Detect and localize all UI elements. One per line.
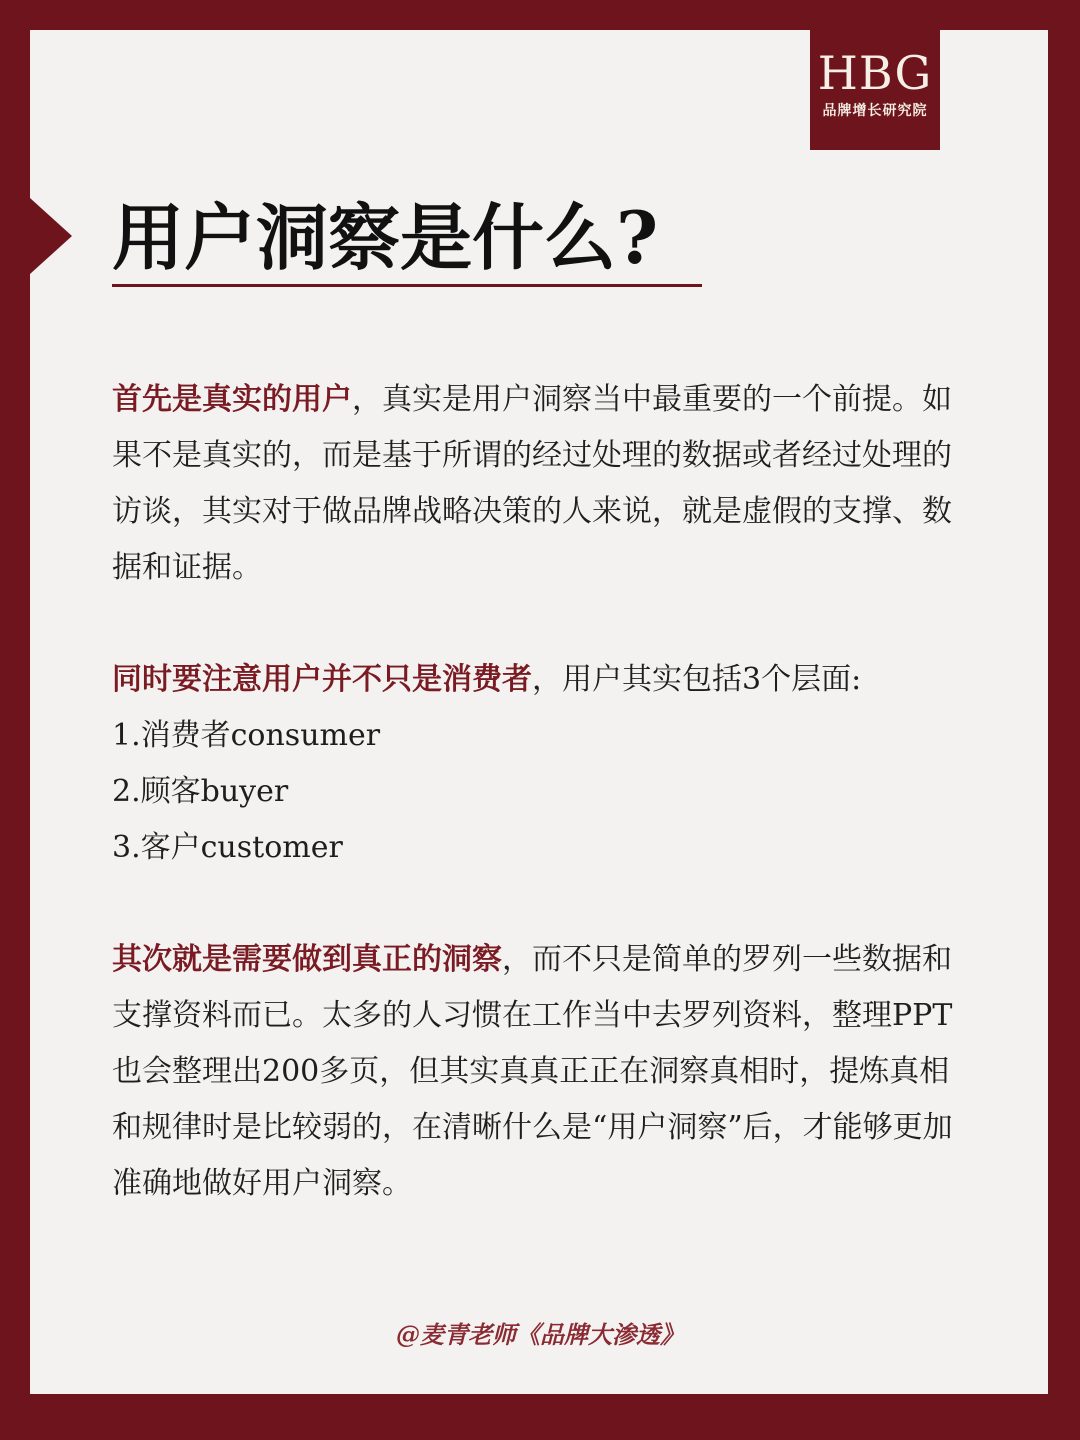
section-paragraph bbox=[112, 932, 978, 1212]
section-paragraph bbox=[112, 652, 978, 708]
section-true-insight bbox=[112, 932, 978, 1212]
section-text: ，用户其实包括3个层面: bbox=[532, 662, 862, 697]
logo-subtitle: 品牌增长研究院 bbox=[822, 103, 928, 119]
section-highlight: 同时要注意用户并不只是消费者 bbox=[112, 662, 532, 697]
section-real-users bbox=[112, 372, 978, 596]
list-item: 3.客户customer bbox=[112, 830, 343, 865]
section-highlight: 首先是真实的用户 bbox=[112, 382, 352, 417]
logo-mark: HBG bbox=[817, 46, 933, 100]
section-highlight: 其次就是需要做到真正的洞察 bbox=[112, 942, 502, 977]
section-text: ，而不只是简单的罗列一些数据和支撑资料而已。太多的人习惯在工作当中去罗列资料，整理PPT也会整理出200多页，但其实真真正正在洞察真相时，提炼真相和规律时是比较弱的，在清晰什么是“用户洞察”后，才能够更加准确地做好用户洞察。 bbox=[112, 942, 953, 1201]
section-paragraph bbox=[112, 372, 978, 596]
section-user-levels bbox=[112, 652, 978, 876]
brand-logo bbox=[810, 30, 940, 150]
list-item: 2.顾客buyer bbox=[112, 774, 289, 809]
page-title: 用户洞察是什么? bbox=[112, 195, 659, 280]
frame-notch bbox=[30, 198, 72, 274]
author-credit: @麦青老师《品牌大渗透》 bbox=[396, 1320, 684, 1349]
title-underline bbox=[112, 284, 702, 287]
list-item: 1.消费者consumer bbox=[112, 718, 381, 753]
section-text: ，真实是用户洞察当中最重要的一个前提。如果不是真实的，而是基于所谓的经过处理的数据或者经过处理的访谈，其实对于做品牌战略决策的人来说，就是虚假的支撑、数据和证据。 bbox=[112, 382, 952, 585]
